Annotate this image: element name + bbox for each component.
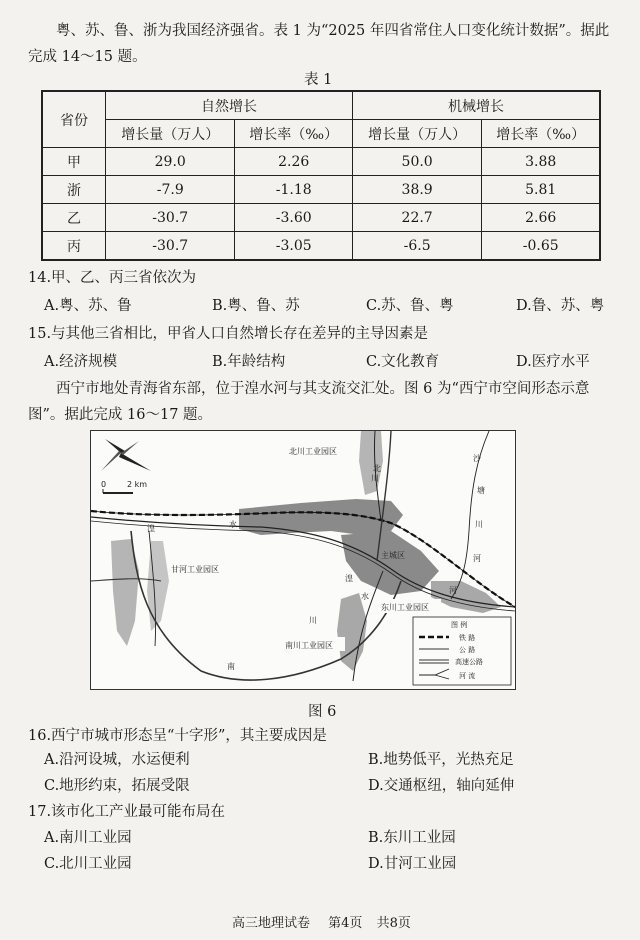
subheader-nat-rate: 增长率（‰） bbox=[235, 120, 352, 148]
cell-nat-rate: -3.05 bbox=[235, 232, 352, 261]
q14-option-a[interactable]: A.粤、苏、鲁 bbox=[44, 298, 132, 314]
legend-road: 公 路 bbox=[459, 646, 476, 654]
river-char: 河 bbox=[473, 554, 481, 563]
label-ganhe-park: 甘河工业园区 bbox=[171, 565, 219, 574]
river-char: 川 bbox=[371, 474, 379, 483]
table-row bbox=[42, 176, 600, 204]
river-char: 河 bbox=[449, 586, 457, 595]
cell-province: 浙 bbox=[42, 176, 106, 204]
table-row bbox=[42, 204, 600, 232]
map-legend bbox=[413, 617, 511, 685]
cell-mech-amount: -6.5 bbox=[352, 232, 481, 261]
footer-page: 第4页 bbox=[328, 916, 363, 931]
footer-subject: 高三地理试卷 bbox=[232, 916, 311, 931]
q16-option-b[interactable]: B.地势低平，光热充足 bbox=[368, 752, 514, 768]
cell-nat-rate: -1.18 bbox=[235, 176, 352, 204]
river-char: 北 bbox=[373, 464, 381, 473]
river-char: 川 bbox=[475, 520, 483, 529]
scale-zero: 0 bbox=[101, 480, 107, 489]
river-char: 湟 bbox=[147, 524, 155, 533]
river-char: 湟 bbox=[345, 574, 353, 583]
intro-paragraph-2: 西宁市地处青海省东部，位于湟水河与其支流交汇处。图 6 为“西宁市空间形态示意图”。据此完成 16～17 题。 bbox=[28, 381, 590, 423]
cell-nat-amount: -30.7 bbox=[106, 204, 235, 232]
cell-province: 甲 bbox=[42, 148, 106, 176]
q15-option-b[interactable]: B.年龄结构 bbox=[212, 354, 286, 370]
cell-mech-amount: 22.7 bbox=[352, 204, 481, 232]
q16-option-d[interactable]: D.交通枢纽，轴向延伸 bbox=[368, 778, 515, 794]
scale-km: 2 km bbox=[127, 480, 148, 489]
legend-title: 图 例 bbox=[451, 621, 468, 629]
table-row bbox=[42, 232, 600, 261]
river-char: 沙 bbox=[473, 454, 481, 463]
cell-nat-rate: -3.60 bbox=[235, 204, 352, 232]
q15-stem: 15.与其他三省相比，甲省人口自然增长存在差异的主导因素是 bbox=[28, 326, 429, 342]
river-char: 水 bbox=[229, 520, 237, 529]
cell-province: 乙 bbox=[42, 204, 106, 232]
cell-nat-rate: 2.26 bbox=[235, 148, 352, 176]
cell-mech-rate: 2.66 bbox=[482, 204, 600, 232]
subheader-nat-amount: 增长量（万人） bbox=[106, 120, 235, 148]
cell-mech-amount: 50.0 bbox=[352, 148, 481, 176]
shatang-river bbox=[451, 431, 489, 599]
table-caption: 表 1 bbox=[304, 72, 333, 88]
q14-option-b[interactable]: B.粤、鲁、苏 bbox=[212, 298, 300, 314]
cell-mech-amount: 38.9 bbox=[352, 176, 481, 204]
header-mechanical-growth: 机械增长 bbox=[352, 91, 600, 120]
q17-stem: 17.该市化工产业最可能布局在 bbox=[28, 804, 226, 820]
header-natural-growth: 自然增长 bbox=[106, 91, 353, 120]
q15-option-c[interactable]: C.文化教育 bbox=[366, 354, 440, 370]
label-nanchuan-park: 南川工业园区 bbox=[285, 641, 333, 650]
q16-option-a[interactable]: A.沿河设城，水运便利 bbox=[44, 752, 190, 768]
cell-nat-amount: -7.9 bbox=[106, 176, 235, 204]
cell-nat-amount: 29.0 bbox=[106, 148, 235, 176]
header-province: 省份 bbox=[42, 91, 106, 148]
q14-stem: 14.甲、乙、丙三省依次为 bbox=[28, 270, 197, 286]
label-dongchuan-park: 东川工业园区 bbox=[381, 603, 429, 612]
cell-mech-rate: 3.88 bbox=[482, 148, 600, 176]
population-table bbox=[41, 90, 601, 261]
figure-caption: 图 6 bbox=[308, 704, 337, 720]
label-main-city: 主城区 bbox=[381, 551, 405, 560]
river-char: 塘 bbox=[477, 486, 485, 495]
subheader-mech-rate: 增长率（‰） bbox=[482, 120, 600, 148]
legend-river: 河 流 bbox=[459, 672, 476, 680]
q17-option-c[interactable]: C.北川工业园 bbox=[44, 856, 132, 872]
q15-option-d[interactable]: D.医疗水平 bbox=[516, 354, 590, 370]
intro-paragraph-1: 粤、苏、鲁、浙为我国经济强省。表 1 为“2025 年四省常住人口变化统计数据”。据此完成 14～15 题。 bbox=[28, 23, 610, 65]
q14-option-c[interactable]: C.苏、鲁、粤 bbox=[366, 298, 454, 314]
q16-stem: 16.西宁市城市形态呈“十字形”，其主要成因是 bbox=[28, 728, 327, 744]
river-char: 川 bbox=[309, 616, 317, 625]
legend-highway: 高速公路 bbox=[455, 658, 483, 666]
river-char: 南 bbox=[227, 662, 235, 671]
cell-province: 丙 bbox=[42, 232, 106, 261]
cell-mech-rate: 5.81 bbox=[482, 176, 600, 204]
north-arrow-icon bbox=[101, 439, 151, 471]
ganhe-area-east bbox=[147, 541, 169, 631]
river-char: 水 bbox=[361, 592, 369, 601]
cell-nat-amount: -30.7 bbox=[106, 232, 235, 261]
xining-map bbox=[90, 430, 516, 690]
q17-option-d[interactable]: D.甘河工业园 bbox=[368, 856, 457, 872]
footer-total: 共8页 bbox=[376, 916, 411, 931]
q15-option-a[interactable]: A.经济规模 bbox=[44, 354, 118, 370]
q14-option-d[interactable]: D.鲁、苏、粤 bbox=[516, 298, 605, 314]
footer bbox=[232, 914, 411, 934]
cell-mech-rate: -0.65 bbox=[482, 232, 600, 261]
label-beichuan-park: 北川工业园区 bbox=[289, 447, 337, 456]
main-urban-area bbox=[341, 531, 439, 595]
q16-option-c[interactable]: C.地形约束，拓展受限 bbox=[44, 778, 190, 794]
q17-option-a[interactable]: A.南川工业园 bbox=[44, 830, 132, 846]
q17-option-b[interactable]: B.东川工业园 bbox=[368, 830, 456, 846]
table-row bbox=[42, 148, 600, 176]
map-drawing bbox=[91, 431, 515, 689]
subheader-mech-amount: 增长量（万人） bbox=[352, 120, 481, 148]
legend-railway: 铁 路 bbox=[459, 634, 476, 642]
beichuan-area bbox=[359, 431, 383, 495]
